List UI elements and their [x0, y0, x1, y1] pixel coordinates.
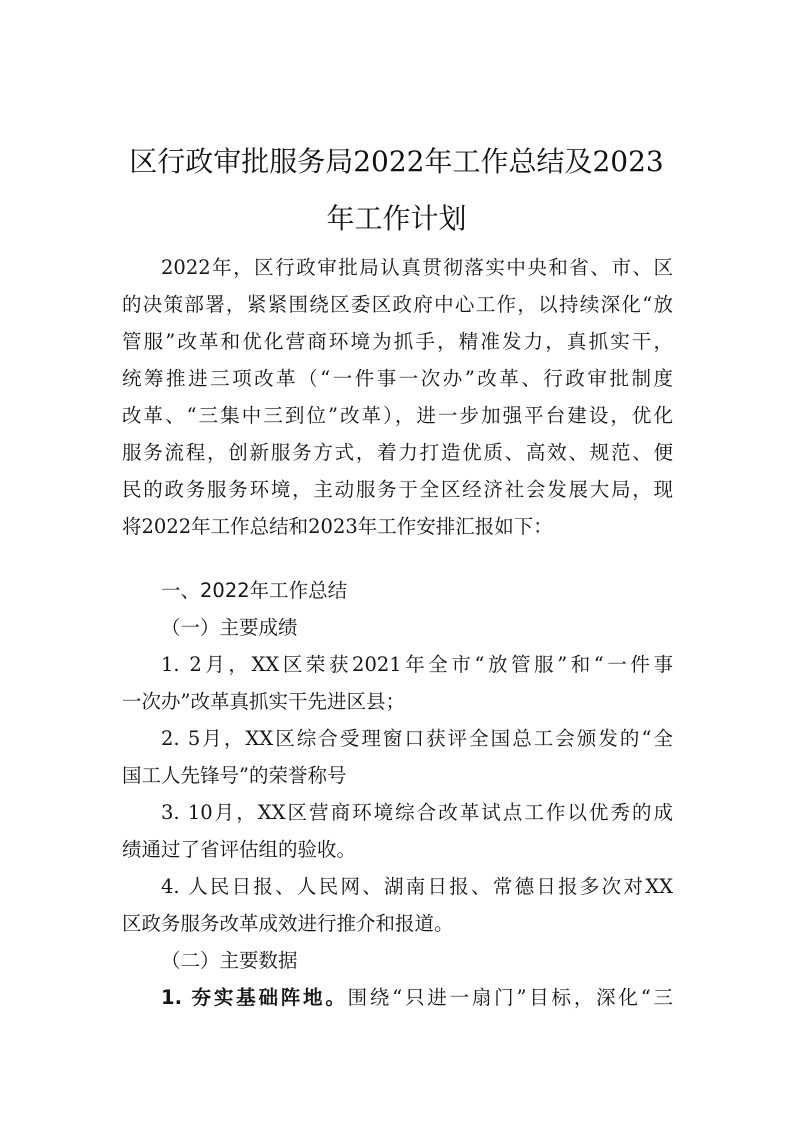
subsection-heading-main-data: （二）主要数据 [161, 949, 298, 972]
intro-line: 服务流程，创新服务方式，着力打造优质、高效、规范、便 [122, 441, 673, 464]
achievement-line: 一次办”改革真抓实干先进区县； [122, 690, 405, 713]
intro-line: 2022年，区行政审批局认真贯彻落实中央和省、市、区 [161, 256, 673, 279]
achievement-line: 1. 2月，XX区荣获2021年全市“放管服”和“一件事 [161, 653, 673, 676]
data-item-heading: 1. 夯实基础阵地。 [161, 986, 348, 1009]
section-heading-work-summary: 一、2022年工作总结 [161, 579, 348, 602]
data-item-text: 围绕“只进一扇门”目标，深化“三 [347, 986, 673, 1009]
achievement-line: 3. 10月，XX区营商环境综合改革试点工作以优秀的成 [161, 801, 673, 824]
intro-line: 统筹推进三项改革（“一件事一次办”改革、行政审批制度 [122, 367, 673, 390]
achievement-line: 4. 人民日报、人民网、湖南日报、常德日报多次对XX [161, 875, 673, 898]
intro-line: 民的政务服务环境，主动服务于全区经济社会发展大局，现 [122, 478, 673, 501]
intro-line: 改革、“三集中三到位”改革），进一步加强平台建设，优化 [122, 404, 673, 427]
achievement-line: 2. 5月，XX区综合受理窗口获评全国总工会颁发的“全 [161, 727, 673, 750]
intro-line: 将2022年工作总结和2023年工作安排汇报如下： [122, 515, 553, 538]
subsection-heading-achievements: （一）主要成绩 [161, 616, 298, 639]
document-title-line-2: 年工作计划 [326, 202, 467, 235]
data-item-line [161, 986, 673, 1010]
achievement-line: 绩通过了省评估组的验收。 [122, 838, 357, 861]
achievement-line: 区政务服务改革成效进行推介和报道。 [122, 912, 454, 935]
intro-line: 的决策部署，紧紧围绕区委区政府中心工作，以持续深化“放 [122, 293, 673, 316]
document-title-line-1: 区行政审批服务局2022年工作总结及2023 [129, 145, 664, 178]
intro-line: 管服”改革和优化营商环境为抓手，精准发力，真抓实干， [122, 330, 673, 353]
achievement-line: 国工人先锋号”的荣誉称号 [122, 764, 347, 787]
